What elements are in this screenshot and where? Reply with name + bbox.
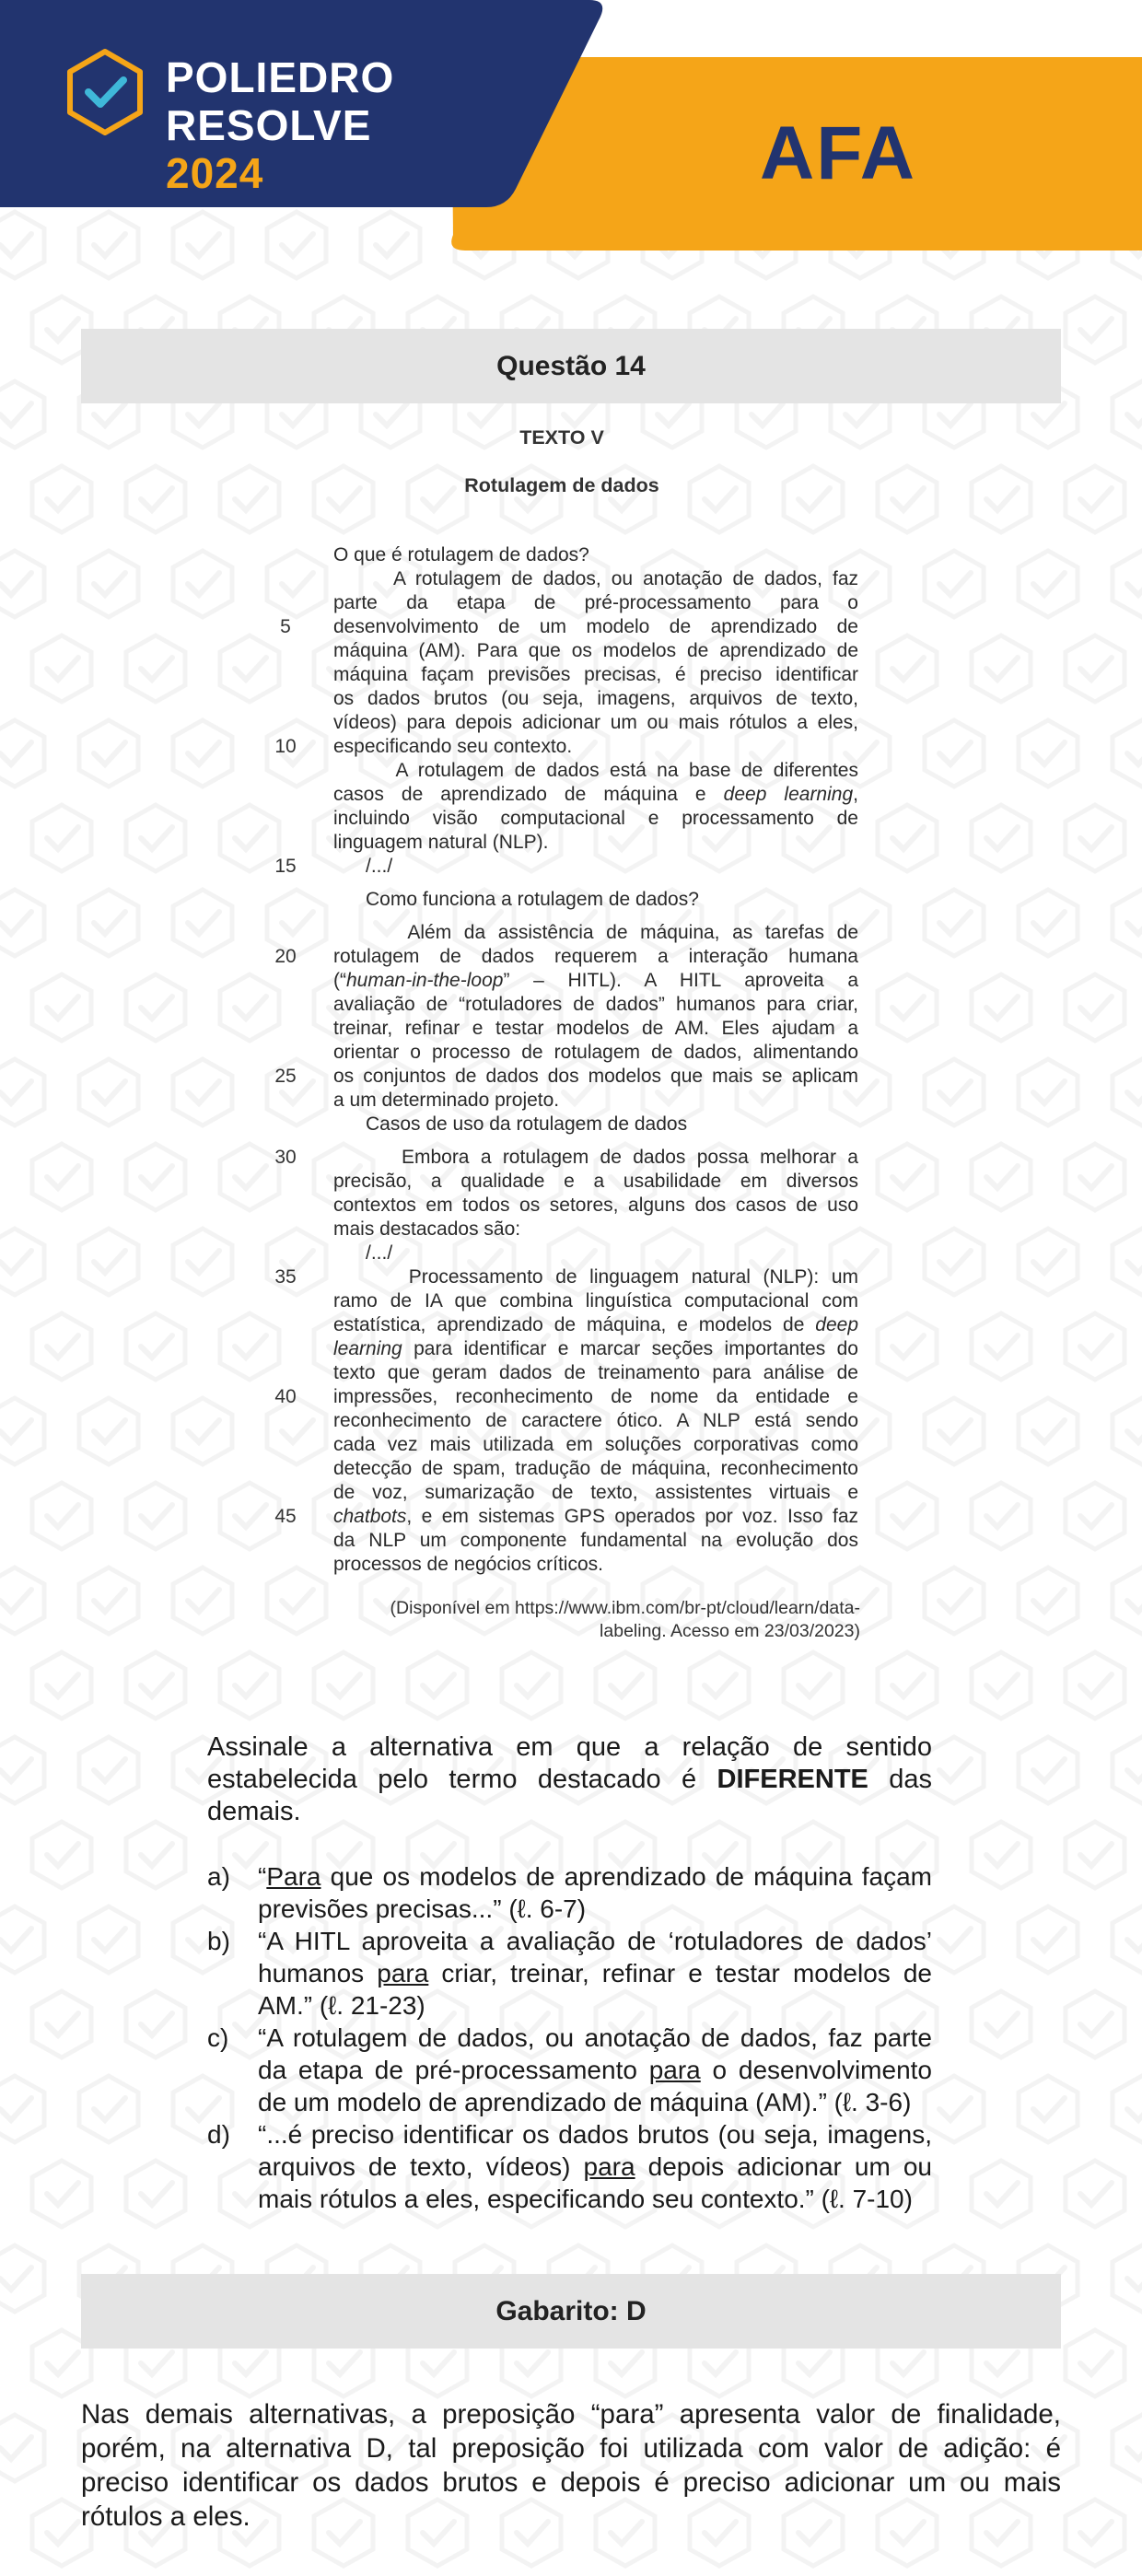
text-line: Além da assistência de máquina, as tarefas de <box>333 922 858 943</box>
header-banner <box>0 0 1142 253</box>
text-line: orientar o processo de rotulagem de dados, alimentando <box>333 1042 858 1063</box>
text-line: avaliação de “rotuladores de dados” humanos para criar, <box>333 994 858 1015</box>
text-line: especificando seu contexto. <box>333 736 573 757</box>
question-title: Questão 14 <box>81 329 1061 403</box>
alternative-letter: c) <box>207 2023 229 2052</box>
answer-key: Gabarito: D <box>81 2274 1061 2349</box>
brand-name <box>166 53 394 197</box>
alternative-letter: a) <box>207 1862 230 1891</box>
prompt-text-b: das demais. <box>207 1765 932 1826</box>
alternative-text: “...é preciso identificar os dados brutos (ou seja, imagens, arquivos de texto, vídeos) para depois adicionar um ou mais rótulos a eles, especificando seu contexto.” (ℓ. 7-10) <box>258 2120 932 2213</box>
line-number: 30 <box>274 1147 297 1168</box>
highlighted-term: para <box>648 2056 701 2084</box>
text-line: máquina (AM). Para que os modelos de aprendizado de <box>333 640 858 661</box>
text-label: TEXTO V <box>519 426 604 449</box>
text-line: os conjuntos de dados dos modelos que mais se aplicam <box>333 1066 858 1087</box>
line-number: 25 <box>274 1066 297 1087</box>
text-line: Embora a rotulagem de dados possa melhorar a <box>333 1147 858 1168</box>
text-line: estatística, aprendizado de máquina, e modelos de deep <box>333 1314 858 1335</box>
prompt-emphasis: DIFERENTE <box>717 1765 868 1794</box>
text-line: Como funciona a rotulagem de dados? <box>333 889 699 910</box>
text-line: chatbots, e em sistemas GPS operados por voz. Isso faz <box>333 1506 858 1527</box>
text-line: mais destacados são: <box>333 1218 521 1240</box>
text-line: Casos de uso da rotulagem de dados <box>333 1113 688 1135</box>
brand-line-1: POLIEDRO <box>166 53 395 101</box>
exam-name: AFA <box>760 111 916 195</box>
text-line: impressões, reconhecimento de nome da entidade e <box>333 1386 858 1407</box>
text-line: /.../ <box>333 856 393 877</box>
text-line: de voz, sumarização de texto, assistentes virtuais e <box>333 1482 858 1503</box>
alternative-text: “A HITL aproveita a avaliação de ‘rotuladores de dados’ humanos para criar, treinar, refinar e testar modelos de AM.” (ℓ. 21-23) <box>258 1927 932 2020</box>
text-line: ramo de IA que combina linguística computacional com <box>333 1290 858 1311</box>
text-line: rotulagem de dados requerem a interação humana <box>333 946 858 967</box>
brand-line-2: RESOLVE <box>166 101 372 149</box>
line-number: 45 <box>274 1506 297 1527</box>
text-line: reconhecimento de caractere ótico. A NLP está sendo <box>333 1410 858 1431</box>
line-number: 10 <box>274 736 297 757</box>
text-line: parte da etapa de pré-processamento para o <box>333 592 858 613</box>
text-line: da NLP um componente fundamental na evolução dos <box>333 1530 858 1551</box>
alternative-letter: b) <box>207 1927 230 1955</box>
alternative-letter: d) <box>207 2120 230 2149</box>
source-line-1: (Disponível em https://www.ibm.com/br-pt/cloud/learn/data- <box>390 1598 860 1618</box>
text-line: os dados brutos (ou seja, imagens, arquivos de texto, <box>333 688 858 709</box>
text-line: a um determinado projeto. <box>333 1090 560 1111</box>
text-line: O que é rotulagem de dados? <box>333 544 589 565</box>
brand-year: 2024 <box>166 149 264 197</box>
text-line: learning para identificar e marcar seções importantes do <box>333 1338 858 1359</box>
line-number: 40 <box>274 1386 297 1407</box>
text-line: máquina façam previsões precisas, é preciso identificar <box>333 664 858 685</box>
prompt-text-a: Assinale a alternativa em que a relação de sentido estabelecida pelo termo destacado é <box>207 1732 932 1794</box>
text-line: texto que geram dados de treinamento para análise de <box>333 1362 858 1383</box>
source-line-2: labeling. Acesso em 23/03/2023) <box>600 1621 860 1641</box>
line-number: 35 <box>274 1266 297 1288</box>
alternative-text: “Para que os modelos de aprendizado de máquina façam previsões precisas...” (ℓ. 6-7) <box>258 1862 932 1923</box>
text-line: contextos em todos os setores, alguns dos casos de uso <box>333 1195 858 1216</box>
text-line: detecção de spam, tradução de máquina, reconhecimento <box>333 1458 858 1479</box>
highlighted-term: para <box>377 1959 429 1987</box>
text-title: Rotulagem de dados <box>464 474 659 496</box>
text-line: linguagem natural (NLP). <box>333 832 549 853</box>
text-line: A rotulagem de dados está na base de diferentes <box>333 760 858 781</box>
highlighted-term: para <box>583 2152 635 2181</box>
question-prompt <box>207 1731 932 1828</box>
text-line: vídeos) para depois adicionar um ou mais rótulos a eles, <box>333 712 858 733</box>
alternative-text: “A rotulagem de dados, ou anotação de dados, faz parte da etapa de pré-processamento para o desenvolvimento de um modelo de aprendizado de máquina (AM).” (ℓ. 3-6) <box>258 2023 932 2116</box>
text-line: desenvolvimento de um modelo de aprendizado de <box>333 616 858 637</box>
line-number: 15 <box>274 856 297 877</box>
text-line: (“human-in-the-loop” – HITL). A HITL aproveita a <box>333 970 858 991</box>
text-line: A rotulagem de dados, ou anotação de dados, faz <box>333 568 858 589</box>
text-line: incluindo visão computacional e processamento de <box>333 808 858 829</box>
text-line: casos de aprendizado de máquina e deep learning, <box>333 784 858 805</box>
answer-explanation: Nas demais alternativas, a preposição “para” apresenta valor de finalidade, porém, na alternativa D, tal preposição foi utilizada com valor de adição: é preciso identificar os dados brutos e depois é preciso adicionar um ou mais rótulos a eles. <box>81 2399 1061 2532</box>
highlighted-term: Para <box>266 1862 321 1891</box>
line-number: 20 <box>274 946 297 967</box>
text-line: Processamento de linguagem natural (NLP): um <box>333 1266 858 1288</box>
check-shield-icon <box>61 48 149 136</box>
text-line: cada vez mais utilizada em soluções corporativas como <box>333 1434 858 1455</box>
text-line: precisão, a qualidade e a usabilidade em diversos <box>333 1171 858 1192</box>
text-line: processos de negócios críticos. <box>333 1554 603 1575</box>
text-line: /.../ <box>333 1242 393 1264</box>
text-line: treinar, refinar e testar modelos de AM. Eles ajudam a <box>333 1018 858 1039</box>
line-number: 5 <box>280 616 291 637</box>
